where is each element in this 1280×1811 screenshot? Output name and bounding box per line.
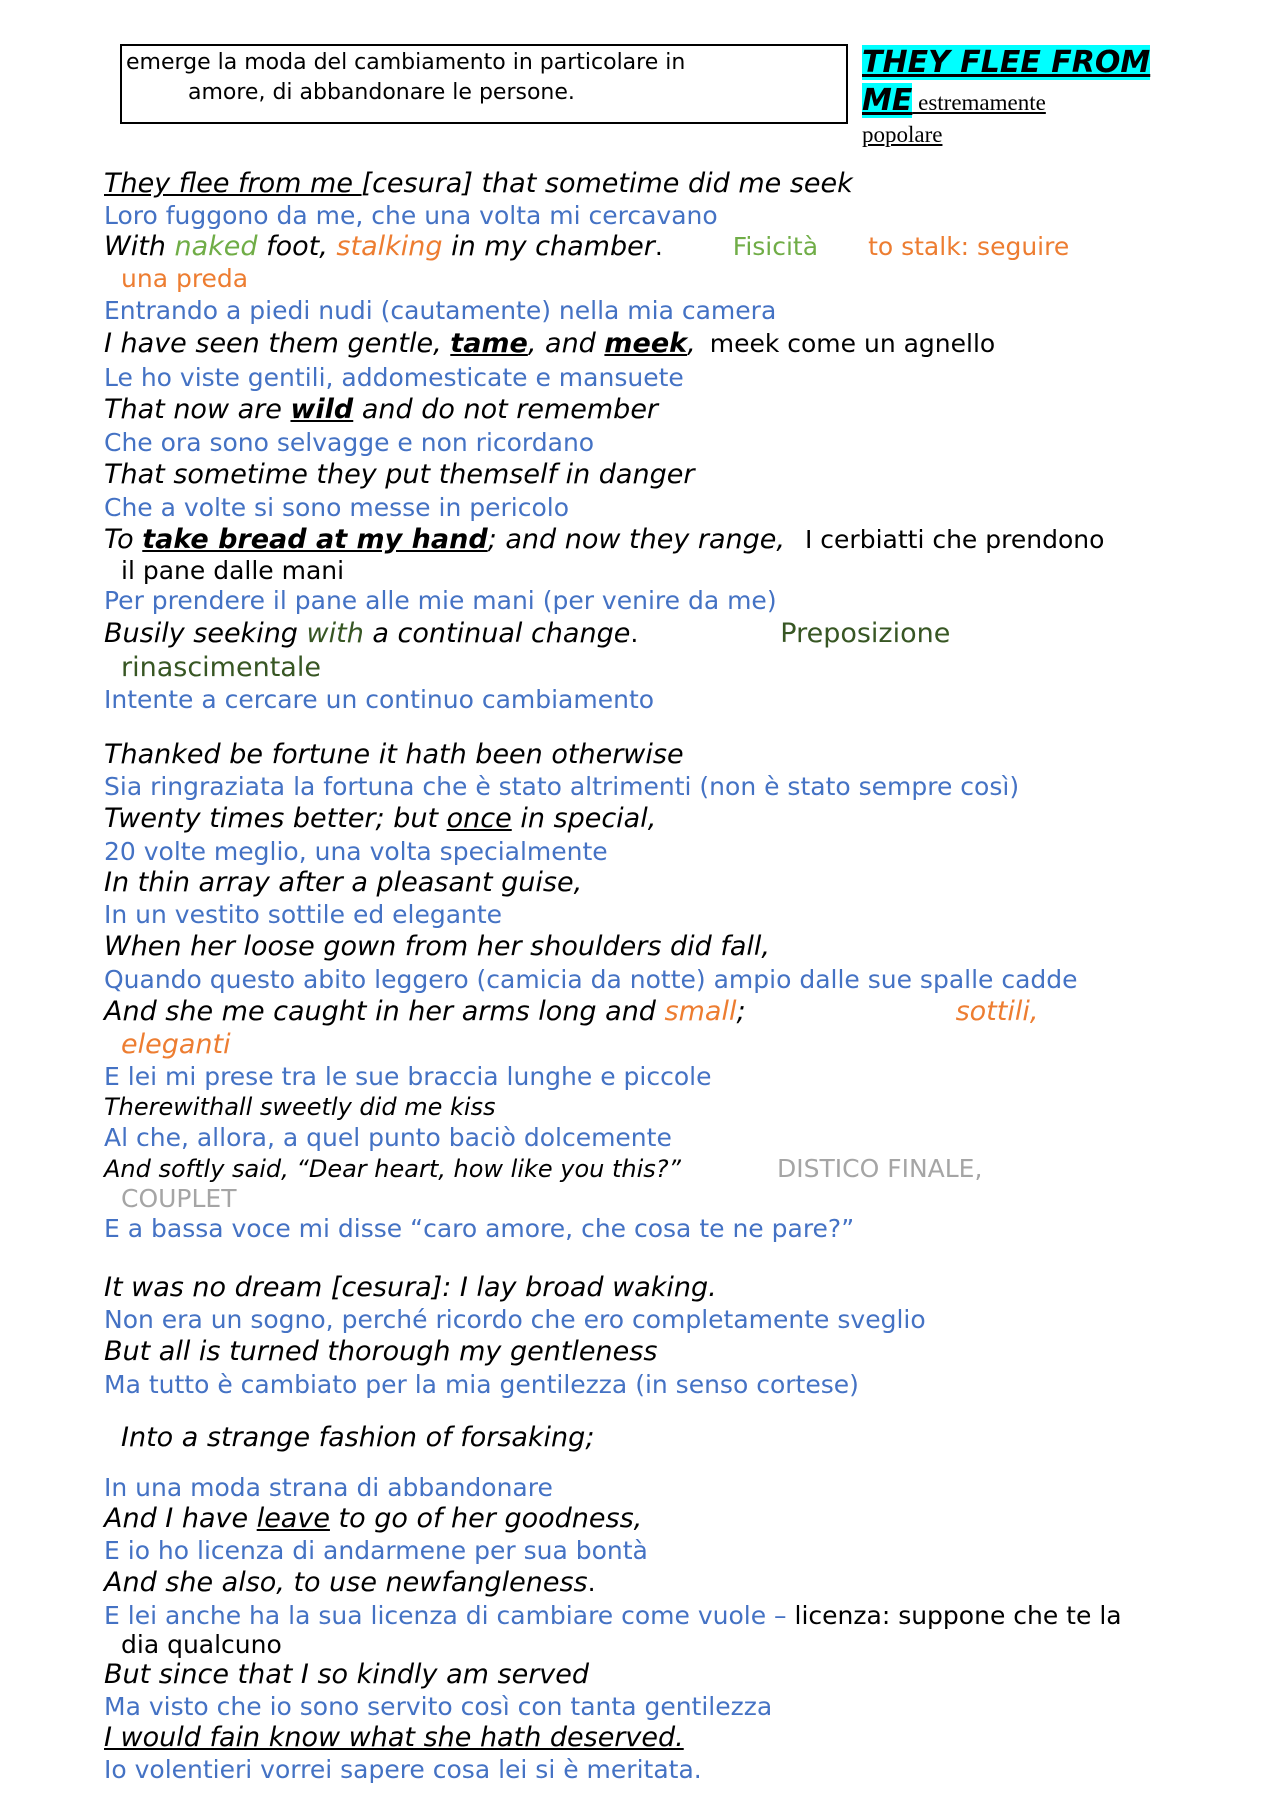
note-preposizione-continuation: rinascimentale [121, 652, 321, 683]
word-naked: naked [174, 231, 258, 262]
verse-line: When her loose gown from her shoulders did fall, [104, 931, 770, 962]
translation-line: Le ho viste gentili, addomesticate e mansuete [104, 363, 684, 392]
translation-line: Sia ringraziata la fortuna che è stato altrimenti (non è stato sempre così) [104, 772, 1020, 801]
intro-textbox [120, 44, 848, 124]
translation-line: Intente a cercare un continuo cambiamento [104, 685, 655, 714]
verse-line: Twenty times better; but once in special, [104, 803, 657, 834]
translation-line: Al che, allora, a quel punto baciò dolcemente [104, 1123, 672, 1152]
stanza-3 [104, 1272, 1184, 1785]
verse-line: And softly said, “Dear heart, how like you this?” DISTICO FINALE, [104, 1154, 983, 1183]
word-stalking: stalking [336, 231, 443, 262]
poem-title-part-1: THEY FLEE FROM [862, 45, 1151, 80]
translation-line: E lei mi prese tra le sue braccia lunghe e piccole [104, 1062, 712, 1091]
note-stalk: to stalk: seguire [868, 232, 1070, 261]
translation-line: Io volentieri vorrei sapere cosa lei si è meritata. [104, 1755, 702, 1784]
verse-line: Busily seeking with a continual change. Preposizione [104, 618, 951, 649]
verse-line: It was no dream [cesura]: I lay broad waking. [104, 1272, 717, 1303]
note-fisicita: Fisicità [732, 232, 819, 261]
verse-line: That sometime they put themself in danger [104, 459, 695, 490]
translation-line: Per prendere il pane alle mie mani (per venire da me) [104, 586, 777, 615]
verse-line: They flee from me [cesura] that sometime did me seek [104, 168, 853, 199]
translation-line: Ma tutto è cambiato per la mia gentilezza (in senso cortese) [104, 1370, 859, 1399]
verse-line: But all is turned thorough my gentleness [104, 1336, 658, 1367]
intro-line-2: amore, di abbandonare le persone. [188, 80, 575, 105]
verse-line: Therewithall sweetly did me kiss [104, 1093, 496, 1121]
verse-line: But since that I so kindly am served [104, 1659, 590, 1690]
note-licenza-continuation: dia qualcuno [121, 1630, 282, 1659]
note-stalk-continuation: una preda [121, 264, 249, 293]
note-sottili: sottili, [955, 996, 1039, 1027]
translation-line: 20 volte meglio, una volta specialmente [104, 837, 608, 866]
translation-line: Loro fuggono da me, che una volta mi cercavano [104, 201, 718, 230]
verse-line: I would fain know what she hath deserved. [104, 1722, 684, 1753]
translation-line: E lei anche ha la sua licenza di cambiare come vuole – licenza: suppone che te la [104, 1601, 1122, 1630]
note-distico-continuation: COUPLET [121, 1184, 237, 1213]
stanza-1 [104, 168, 1184, 715]
poem-body [104, 168, 1184, 1785]
title-note-2: popolare [862, 122, 943, 147]
translation-line: Non era un sogno, perché ricordo che ero completamente sveglio [104, 1305, 926, 1334]
translation-line: Entrando a piedi nudi (cautamente) nella mia camera [104, 296, 777, 325]
word-small: small [664, 996, 737, 1027]
word-with: with [306, 618, 364, 649]
note-meek: meek come un agnello [709, 329, 996, 358]
note-distico: DISTICO FINALE, [776, 1154, 983, 1183]
translation-line: Che ora sono selvagge e non ricordano [104, 428, 595, 457]
note-licenza: licenza: suppone che te la [794, 1601, 1122, 1630]
translation-line: In una moda strana di abbandonare [104, 1473, 553, 1502]
verse-line: And I have leave to go of her goodness, [104, 1503, 643, 1534]
word-meek: meek [604, 328, 688, 359]
verse-line: And she also, to use newfangleness. [104, 1567, 596, 1598]
translation-line: E a bassa voce mi disse “caro amore, che cosa te ne pare?” [104, 1214, 855, 1243]
translation-line: Ma visto che io sono servito così con tanta gentilezza [104, 1692, 773, 1721]
translation-line: Che a volte si sono messe in pericolo [104, 493, 569, 522]
verse-line: In thin array after a pleasant guise, [104, 867, 583, 898]
verse-line: With naked foot, stalking in my chamber. Fisicità to stalk: seguire [104, 231, 1070, 262]
poem-title-part-2: ME [862, 83, 913, 118]
verse-line: To take bread at my hand; and now they range, I cerbiatti che prendono [104, 524, 1105, 555]
translation-line: E io ho licenza di andarmene per sua bontà [104, 1536, 648, 1565]
translation-line: In un vestito sottile ed elegante [104, 900, 503, 929]
word-wild: wild [290, 394, 354, 425]
intro-line-1: emerge la moda del cambiamento in particolare in [126, 50, 686, 75]
word-leave: leave [256, 1503, 330, 1534]
phrase-take-bread: take bread at my hand [142, 524, 488, 555]
note-cerbiatti: I cerbiatti che prendono [804, 525, 1105, 554]
verse-line: And she me caught in her arms long and small; sottili, [104, 996, 1039, 1027]
poem-title-block [862, 44, 1182, 150]
word-once: once [446, 803, 512, 834]
note-sottili-continuation: eleganti [121, 1029, 231, 1060]
verse-line: That now are wild and do not remember [104, 394, 659, 425]
title-note-1: estremamente [912, 90, 1046, 115]
verse-line: I have seen them gentle, tame, and meek, meek come un agnello [104, 328, 996, 359]
word-tame: tame [450, 328, 528, 359]
note-cerbiatti-continuation: il pane dalle mani [121, 556, 345, 585]
stanza-2 [104, 739, 1184, 1244]
note-preposizione: Preposizione [780, 618, 951, 649]
verse-line: Into a strange fashion of forsaking; [121, 1422, 595, 1453]
verse-line: Thanked be fortune it hath been otherwise [104, 739, 684, 770]
translation-line: Quando questo abito leggero (camicia da notte) ampio dalle sue spalle cadde [104, 965, 1078, 994]
